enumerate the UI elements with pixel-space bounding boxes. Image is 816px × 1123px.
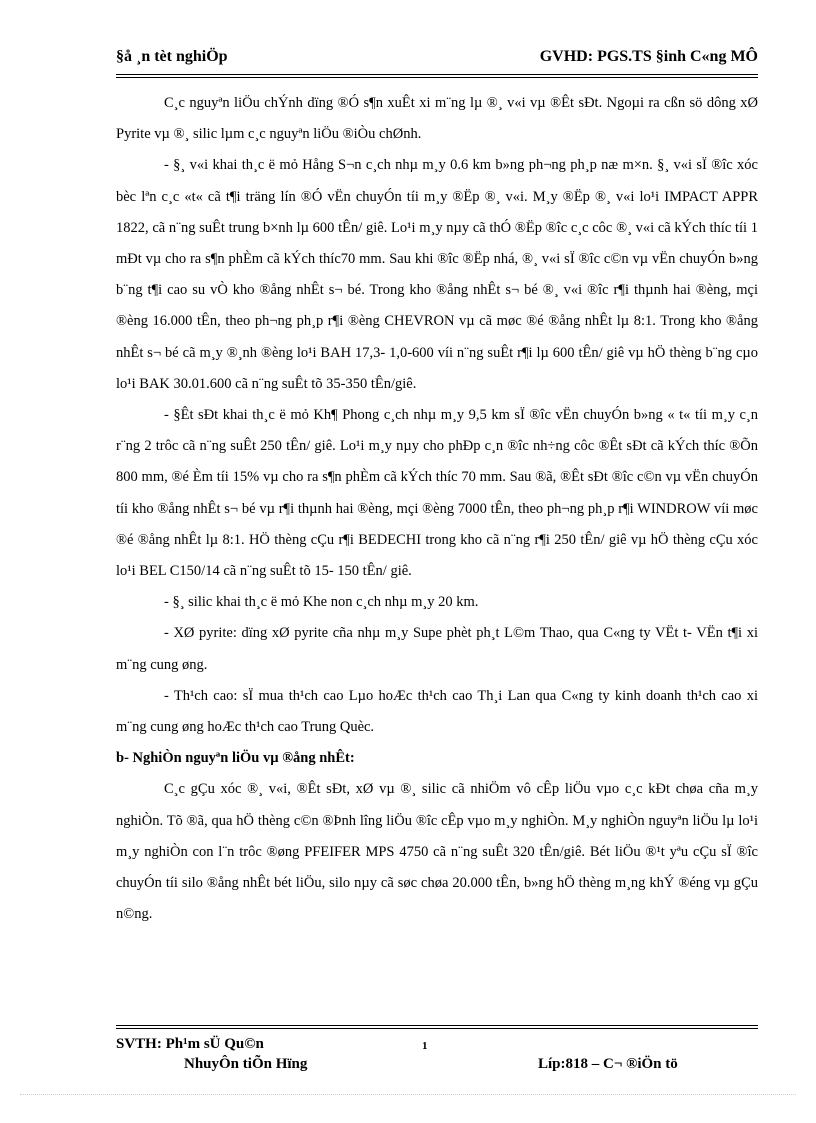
header-rule-top — [116, 74, 758, 75]
document-body — [116, 88, 758, 930]
paragraph-intro: C¸c nguyªn liÖu chÝnh dïng ®Ó s¶n xuÊt xi m¨ng lµ ®¸ v«i vµ ®Êt sÐt. Ngoµi ra cßn sö dông xØ Pyrite vµ ®¸ silic lµm c¸c nguyªn liÖu ®iÒu chØnh. — [116, 95, 758, 143]
paragraph-silica: - §¸ silic khai th¸c ë mỏ Khe non c¸ch nhµ m¸y 20 km. — [164, 594, 479, 611]
paragraph-limestone: - §¸ v«i khai th¸c ë mỏ Hång S¬n c¸ch nhµ m¸y 0.6 km b»ng ph¬ng ph¸p næ m×n. §¸ v«i sÏ ®îc xóc bèc lªn c¸c «t« cã t¶i träng lín ®Ó vËn chuyÓn tíi m¸y ®Ëp ®¸ v«i. M¸y ®Ëp ®¸ v«i lo¹i IMPACT APPR 1822, cã n¨ng suÊt trung b×nh lµ 600 tÊn/ giê. Lo¹i m¸y nµy cã thÓ ®Ëp ®îc c¸c côc ®¸ v«i cã kÝch thíc tíi 1 mÐt vµ cho ra s¶n phÈm cã kÝch thíc70 mm. Sau khi ®îc ®Ëp nhá, ®¸ v«i sÏ ®îc c©n vµ vËn chuyÓn b»ng b¨ng t¶i cao su vÒ kho ®ång nhÊt s¬ bé. Trong kho ®ång nhÊt s¬ bé ®¸ v«i ®îc r¶i thµnh hai ®èng, mçi ®èng 16.000 tÊn, theo ph¬ng ph¸p r¶i ®èng CHEVRON vµ cã møc ®é ®ång nhÊt lµ 8:1. Trong kho ®ång nhÊt s¬ bé cã m¸y ®¸nh ®èng lo¹i BAH 17,3- 1,0-600 víi n¨ng suÊt r¶i lµ 600 tÊn/ giê vµ hÖ thèng b¨ng cµo lo¹i BAK 30.01.600 cã n¨ng suÊt tõ 35-350 tÊn/giê. — [116, 157, 758, 392]
header-supervisor: GVHD: PGS.TS §inh C«ng MÔ — [539, 48, 758, 65]
footer-student-1: SVTH: Ph¹m sÜ Qu©n — [116, 1036, 264, 1052]
footer-rule-bottom — [116, 1028, 758, 1029]
header-thesis-title: §å ¸n tèt nghiÖp — [116, 48, 228, 65]
page-footer — [116, 1036, 758, 1084]
page-bottom-dotted-line — [20, 1094, 796, 1095]
paragraph-pyrite: - XØ pyrite: dïng xØ pyrite cña nhµ m¸y Supe phèt ph¸t L©m Thao, qua C«ng ty VËt t- VËn t¶i xi m¨ng cung øng. — [116, 625, 758, 673]
footer-class: Líp:818 – C¬ ®iÖn tö — [538, 1056, 678, 1072]
paragraph-gypsum: - Th¹ch cao: sÏ mua th¹ch cao Lµo hoÆc th¹ch cao Th¸i Lan qua C«ng ty kinh doanh th¹ch cao xi m¨ng cung øng hoÆc th¹ch cao Trung Quèc. — [116, 687, 758, 736]
paragraph-clay: - §Êt sÐt khai th¸c ë mỏ Kh¶ Phong c¸ch nhµ m¸y 9,5 km sÏ ®îc vËn chuyÓn b»ng « t« tíi m¸y c¸n r¨ng 2 trôc cã n¨ng suÊt 250 tÊn/ giê. Lo¹i m¸y nµy cho phÐp c¸n ®îc nh÷ng côc ®Êt sÐt cã kÝch thíc ®Õn 800 mm, ®é Èm tíi 15% vµ cho ra s¶n phÈm cã kÝch thíc 70 mm. Sau ®ã, ®Êt sÐt ®îc c©n vµ vËn chuyÓn tíi kho ®ång nhÊt s¬ bé vµ r¶i thµnh hai ®èng, mçi ®èng 7000 tÊn, theo ph¬ng ph¸p r¶i WINDROW víi møc ®é ®ång nhÊt lµ 8:1. HÖ thèng cÇu r¶i BEDECHI trong kho cã n¨ng r¶i 250 tÊn/ giê vµ hÖ thèng cÇu xóc lo¹i BEL C150/14 cã n¨ng suÊt tõ 15- 150 tÊn/ giê. — [116, 407, 758, 580]
footer-student-2: NhuyÔn tiÕn Hïng — [184, 1056, 308, 1072]
footer-rule-top — [116, 1025, 758, 1026]
page-number: 1 — [422, 1040, 428, 1052]
section-subheading: b- NghiÒn nguyªn liÖu vµ ®ång nhÊt: — [116, 750, 355, 767]
page-header — [116, 48, 758, 72]
paragraph-grinding: C¸c gÇu xóc ®¸ v«i, ®Êt sÐt, xØ vµ ®¸ silic cã nhiÖm vô cÊp liÖu vµo c¸c kÐt chøa cña m¸y nghiÒn. Tõ ®ã, qua hÖ thèng c©n ®Þnh lîng liÖu ®îc cÊp vµo m¸y nghiÒn. M¸y nghiÒn nguyªn liÖu lµ lo¹i m¸y nghiÒn con l¨n trôc ®øng PFEIFER MPS 4750 cã n¨ng suÊt 320 tÊn/giê. Bét liÖu ®¹t yªu cÇu sÏ ®îc chuyÓn tíi silo ®ång nhÊt bét liÖu, silo nµy cã søc chøa 20.000 tÊn, b»ng hÖ thèng m¸ng khÝ ®éng vµ gÇu n©ng. — [116, 781, 758, 923]
header-rule-bottom — [116, 77, 758, 78]
